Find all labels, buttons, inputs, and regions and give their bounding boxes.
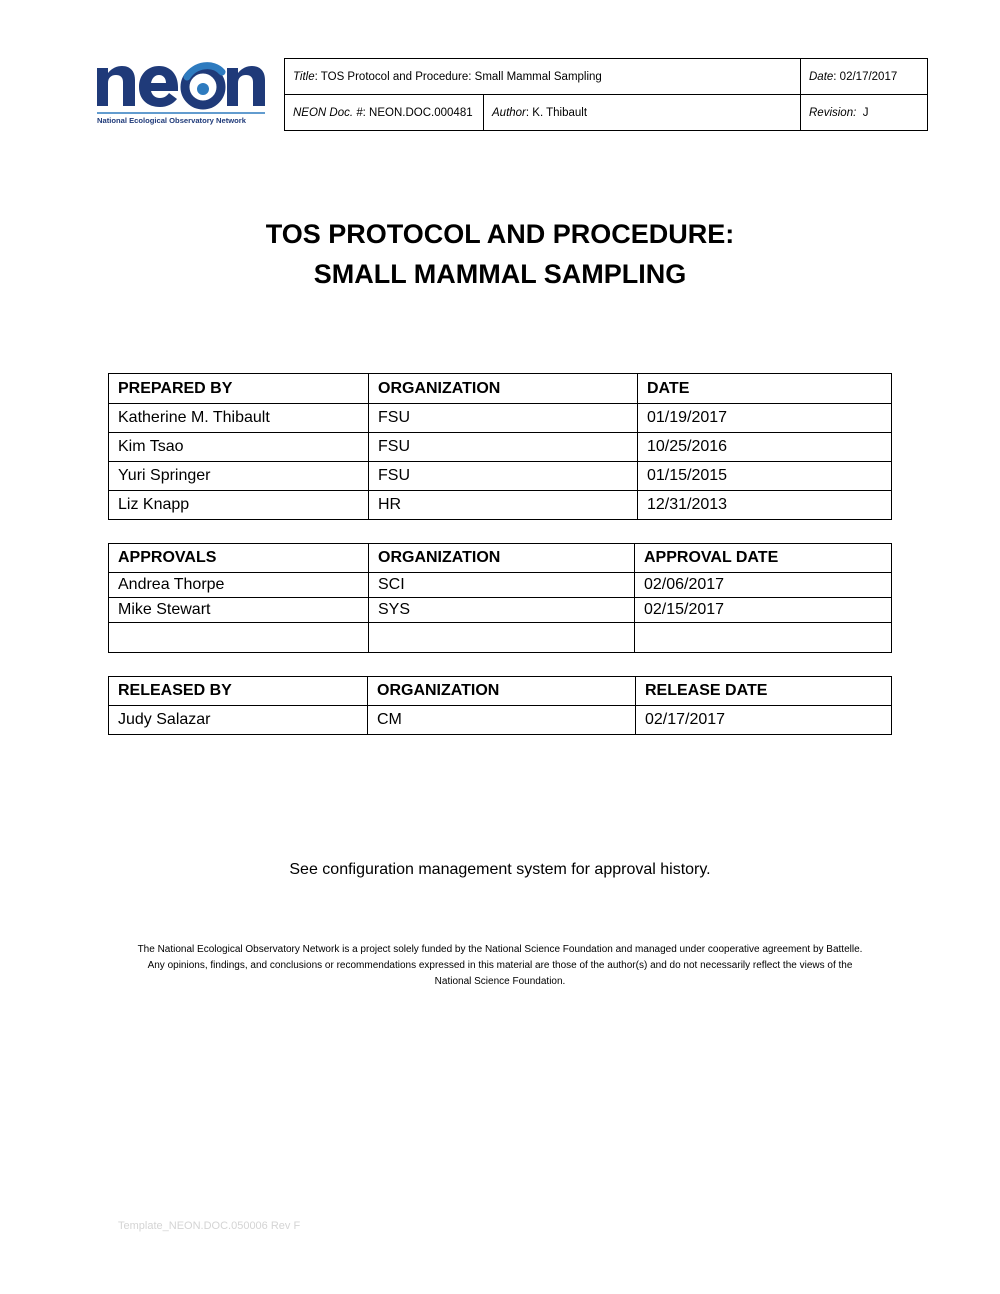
approvals-table [108, 543, 892, 653]
header-author-cell [484, 95, 801, 131]
table-row [109, 433, 892, 462]
prepared-date: 01/15/2015 [638, 462, 892, 491]
released-col-name: RELEASED BY [109, 677, 368, 706]
table-row [109, 573, 892, 598]
header-revision-value: J [862, 106, 869, 119]
disclaimer-line: The National Ecological Observatory Network is a project solely funded by the National Science Foundation and managed under cooperative agreement by Battelle. [137, 944, 863, 955]
header-title-value: : TOS Protocol and Procedure: Small Mammal Sampling [314, 70, 602, 83]
prepared-date: 12/31/2013 [638, 491, 892, 520]
table-row [109, 706, 892, 735]
header-date-cell [801, 59, 928, 95]
header-doc-label: NEON Doc. # [293, 106, 363, 119]
neon-logo-mark [95, 58, 267, 128]
approval-org: SYS [369, 598, 635, 623]
approval-name: Andrea Thorpe [109, 573, 369, 598]
table-row [109, 404, 892, 433]
disclaimer-line: Any opinions, findings, and conclusions or recommendations expressed in this material are those of the author(s) and do not necessarily reflect the views of the [147, 960, 853, 971]
prepared-name: Yuri Springer [109, 462, 369, 491]
document-title-line2: SMALL MAMMAL SAMPLING [313, 259, 687, 289]
approval-date: 02/15/2017 [635, 598, 892, 623]
prepared-name: Liz Knapp [109, 491, 369, 520]
header-date-value: : 02/17/2017 [833, 70, 898, 83]
header-revision-label: Revision: [809, 106, 857, 119]
funding-disclaimer [110, 942, 890, 990]
approval-name [109, 623, 369, 653]
approvals-col-name: APPROVALS [109, 544, 369, 573]
released-col-org: ORGANIZATION [368, 677, 636, 706]
table-row [109, 623, 892, 653]
prepared-org: FSU [369, 462, 638, 491]
released-col-date: RELEASE DATE [636, 677, 892, 706]
prepared-col-name: PREPARED BY [109, 374, 369, 404]
header-title-label: Title [293, 70, 315, 83]
prepared-name: Katherine M. Thibault [109, 404, 369, 433]
header-title-cell [285, 59, 801, 95]
released-name: Judy Salazar [109, 706, 368, 735]
released-date: 02/17/2017 [636, 706, 892, 735]
header-doc-cell [285, 95, 484, 131]
prepared-name: Kim Tsao [109, 433, 369, 462]
template-id: Template_NEON.DOC.050006 Rev F [118, 1220, 301, 1232]
approval-date: 02/06/2017 [635, 573, 892, 598]
header-revision-cell [801, 95, 928, 131]
table-row [109, 491, 892, 520]
document-header [284, 58, 928, 131]
table-row [109, 598, 892, 623]
table-row [109, 462, 892, 491]
header-author-value: : K. Thibault [525, 106, 588, 119]
approval-date [635, 623, 892, 653]
approval-name: Mike Stewart [109, 598, 369, 623]
prepared-col-org: ORGANIZATION [369, 374, 638, 404]
logo-tagline: National Ecological Observatory Network [97, 116, 246, 125]
header-doc-value: : NEON.DOC.000481 [362, 106, 473, 119]
approval-org [369, 623, 635, 653]
prepared-col-date: DATE [638, 374, 892, 404]
prepared-org: HR [369, 491, 638, 520]
header-author-label: Author [492, 106, 526, 119]
disclaimer-line: National Science Foundation. [434, 976, 566, 987]
approval-history-note: See configuration management system for approval history. [289, 861, 711, 878]
prepared-org: FSU [369, 404, 638, 433]
header-date-label: Date [809, 70, 834, 83]
approvals-col-date: APPROVAL DATE [635, 544, 892, 573]
neon-logo [95, 58, 267, 128]
prepared-by-table [108, 373, 892, 520]
document-title-line1: TOS PROTOCOL AND PROCEDURE: [265, 219, 735, 249]
approval-org: SCI [369, 573, 635, 598]
prepared-date: 10/25/2016 [638, 433, 892, 462]
prepared-org: FSU [369, 433, 638, 462]
approvals-col-org: ORGANIZATION [369, 544, 635, 573]
prepared-date: 01/19/2017 [638, 404, 892, 433]
released-by-table [108, 676, 892, 735]
released-org: CM [368, 706, 636, 735]
